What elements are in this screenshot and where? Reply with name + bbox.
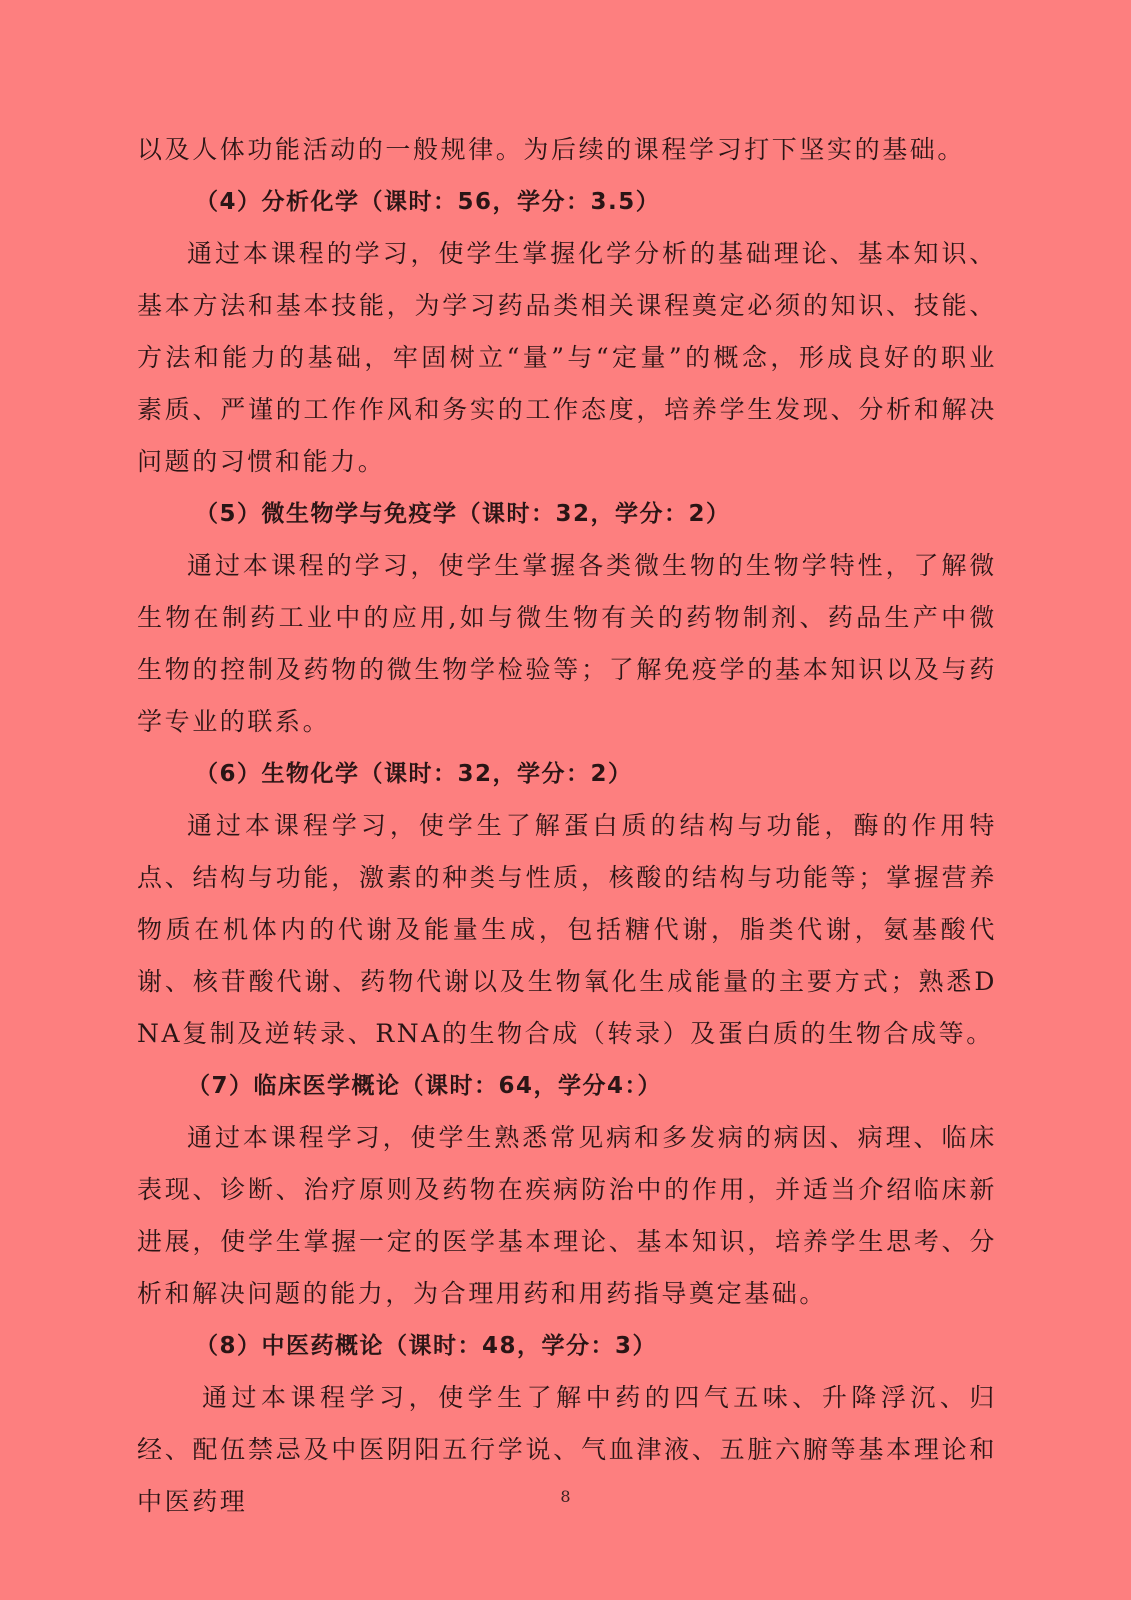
paragraph-biochemistry: 通过本课程学习，使学生了解蛋白质的结构与功能，酶的作用特点、结构与功能，激素的种类与性质，核酸的结构与功能等；掌握营养物质在机体内的代谢及能量生成，包括糖代谢，脂类代谢，氨基酸代谢、核苷酸代谢、药物代谢以及生物氧化生成能量的主要方式；熟悉DNA复制及逆转录、RNA的生物合成（转录）及蛋白质的生物合成等。 [137,811,997,1048]
paragraph-microbiology-immunology: 通过本课程的学习，使学生掌握各类微生物的生物学特性，了解微生物在制药工业中的应用,如与微生物有关的药物制剂、药品生产中微生物的控制及药物的微生物学检验等；了解免疫学的基本知识以及与药学专业的联系。 [137,551,997,736]
paragraph-continuation: 以及人体功能活动的一般规律。为后续的课程学习打下坚实的基础。 [137,135,966,164]
section-heading-biochemistry: （6）生物化学（课时：32，学分：2） [195,761,633,787]
page-number: 8 [560,1487,571,1506]
section-heading-tcm-introduction: （8）中医药概论（课时：48，学分：3） [195,1333,658,1359]
section-heading-analytical-chemistry: （4）分析化学（课时：56，学分：3.5） [195,189,661,215]
paragraph-clinical-medicine: 通过本课程学习，使学生熟悉常见病和多发病的病因、病理、临床表现、诊断、治疗原则及药物在疾病防治中的作用，并适当介绍临床新进展，使学生掌握一定的医学基本理论、基本知识，培养学生思考、分析和解决问题的能力，为合理用药和用药指导奠定基础。 [137,1123,997,1308]
section-heading-clinical-medicine: （7）临床医学概论（课时：64，学分4：） [187,1073,663,1099]
page-content [137,124,997,1528]
paragraph-tcm-introduction: 通过本课程学习，使学生了解中药的四气五味、升降浮沉、归经、配伍禁忌及中医阴阳五行学说、气血津液、五脏六腑等基本理论和中医药理 [137,1383,997,1516]
section-heading-microbiology-immunology: （5）微生物学与免疫学（课时：32，学分：2） [195,501,731,527]
paragraph-analytical-chemistry: 通过本课程的学习，使学生掌握化学分析的基础理论、基本知识、基本方法和基本技能，为学习药品类相关课程奠定必须的知识、技能、方法和能力的基础，牢固树立“量”与“定量”的概念，形成良好的职业素质、严谨的工作作风和务实的工作态度，培养学生发现、分析和解决问题的习惯和能力。 [137,239,997,476]
